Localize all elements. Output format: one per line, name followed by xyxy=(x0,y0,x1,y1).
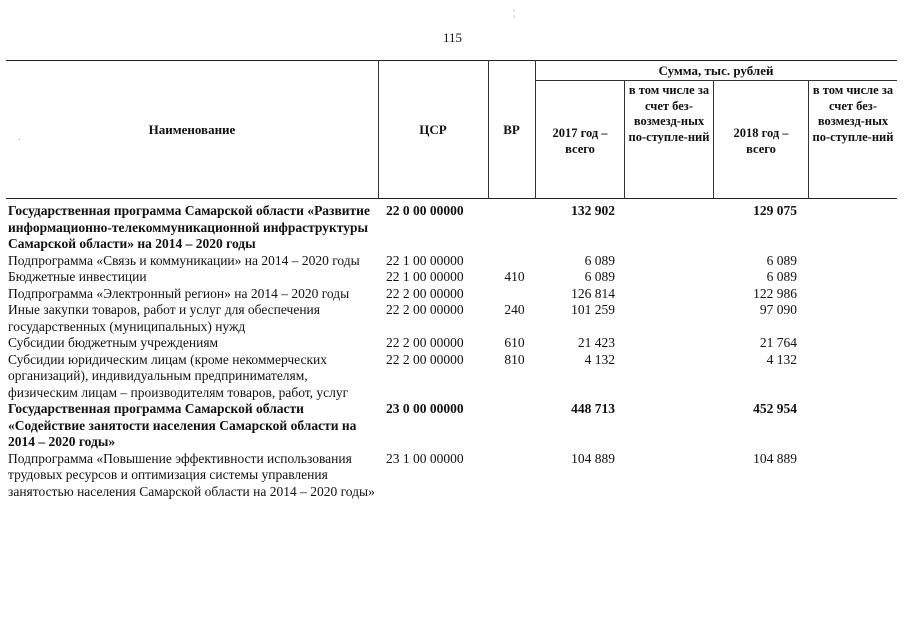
header-vr: ВР xyxy=(503,122,520,137)
row-2017-grants xyxy=(627,302,717,335)
table-row xyxy=(8,352,898,402)
header-sum-group: Сумма, тыс. рублей xyxy=(658,63,774,78)
table-row xyxy=(8,203,898,253)
row-vr: 240 xyxy=(504,302,525,317)
row-2018-total: 4 132 xyxy=(766,351,797,367)
row-2018-total: 21 764 xyxy=(759,335,797,350)
row-2018-grants xyxy=(807,352,887,402)
row-vr xyxy=(492,203,537,253)
row-2017-total: 6 089 xyxy=(584,252,615,268)
row-name: Бюджетные инвестиции xyxy=(8,269,147,284)
row-2018-total: 104 889 xyxy=(753,450,797,466)
table-row xyxy=(8,335,898,352)
row-2017-grants xyxy=(627,269,717,286)
row-name: Иные закупки товаров, работ и услуг для обеспечения государственных (муниципальных) нужд xyxy=(8,302,320,334)
row-csr: 22 1 00 00000 xyxy=(386,252,464,268)
row-name: Государственная программа Самарской области «Содействие занятости населения Самарской области на 2014 – 2020 годы» xyxy=(8,401,357,449)
row-2018-grants xyxy=(807,401,887,451)
row-2017-grants xyxy=(627,451,717,501)
header-2017-grants: в том числе за счет без-возмезд-ных по-ступле-ний xyxy=(628,83,710,144)
row-2017-total: 126 814 xyxy=(571,285,615,301)
row-2017-grants xyxy=(627,335,717,352)
row-2018-total: 122 986 xyxy=(753,285,797,301)
table-row xyxy=(8,451,898,501)
row-2017-grants xyxy=(627,286,717,303)
row-2018-grants xyxy=(807,335,887,352)
table-body xyxy=(8,203,898,500)
row-2017-total: 132 902 xyxy=(571,203,615,218)
row-vr: 410 xyxy=(504,269,525,284)
column-divider xyxy=(624,80,625,199)
row-vr: 610 xyxy=(504,335,525,350)
row-2018-total: 6 089 xyxy=(766,269,797,284)
row-vr xyxy=(492,286,537,303)
header-2017-total: 2017 год – всего xyxy=(552,126,608,156)
row-csr: 22 2 00 00000 xyxy=(386,285,464,301)
row-vr xyxy=(492,451,537,501)
row-csr: 22 1 00 00000 xyxy=(386,269,464,284)
header-csr: ЦСР xyxy=(419,122,447,137)
row-vr xyxy=(492,401,537,451)
row-2017-total: 6 089 xyxy=(584,269,615,284)
row-2017-grants xyxy=(627,352,717,402)
row-name: Субсидии бюджетным учреждениям xyxy=(8,335,219,350)
page-number: 115 xyxy=(442,30,463,45)
table-row xyxy=(8,253,898,270)
row-name: Подпрограмма «Связь и коммуникации» на 2014 – 2020 годы xyxy=(8,252,360,268)
scan-artifact: ¦ xyxy=(513,8,516,19)
row-2018-total: 6 089 xyxy=(766,252,797,268)
row-name: Государственная программа Самарской области «Развитие информационно-телекоммуникационной инфраструктуры Самарской области» на 2014 – 2020 годы xyxy=(8,203,370,251)
row-2017-grants xyxy=(627,253,717,270)
table-row xyxy=(8,286,898,303)
table-header-rule xyxy=(6,198,897,199)
row-csr: 22 2 00 00000 xyxy=(386,351,464,367)
row-vr: 810 xyxy=(504,351,525,367)
row-2017-total: 101 259 xyxy=(571,302,615,317)
row-csr: 23 1 00 00000 xyxy=(386,450,464,466)
row-2018-grants xyxy=(807,203,887,253)
row-2017-grants xyxy=(627,401,717,451)
row-2018-grants xyxy=(807,253,887,270)
table-top-rule xyxy=(6,60,897,61)
row-name: Подпрограмма «Повышение эффективности использования трудовых ресурсов и оптимизация системы управления занятостью населения Самарской области на 2014 – 2020 годы» xyxy=(8,450,375,499)
row-2017-grants xyxy=(627,203,717,253)
header-2018-grants: в том числе за счет без-возмезд-ных по-ступле-ний xyxy=(812,83,894,144)
row-vr xyxy=(492,253,537,270)
table-row xyxy=(8,269,898,286)
header-2018-total: 2018 год – всего xyxy=(733,126,789,156)
table-row xyxy=(8,302,898,335)
row-2017-total: 21 423 xyxy=(577,335,615,350)
row-csr: 22 2 00 00000 xyxy=(386,302,464,317)
row-2018-grants xyxy=(807,269,887,286)
column-divider xyxy=(808,80,809,199)
column-divider xyxy=(713,80,714,199)
row-name: Субсидии юридическим лицам (кроме некоммерческих организаций), индивидуальным предпринимателям, физическим лицам – производителям товаров, работ, услуг xyxy=(8,351,349,400)
row-name: Подпрограмма «Электронный регион» на 2014 – 2020 годы xyxy=(8,285,350,301)
sum-group-rule xyxy=(535,80,897,81)
row-csr: 22 2 00 00000 xyxy=(386,335,464,350)
row-2018-total: 452 954 xyxy=(753,401,797,416)
header-name: Наименование xyxy=(148,122,236,137)
row-2018-grants xyxy=(807,302,887,335)
row-csr: 23 0 00 00000 xyxy=(386,401,464,416)
table-row xyxy=(8,401,898,451)
row-2017-total: 104 889 xyxy=(571,450,615,466)
scan-artifact: . xyxy=(18,132,21,143)
row-2018-total: 97 090 xyxy=(759,302,797,317)
row-2017-total: 4 132 xyxy=(584,351,615,367)
row-2017-total: 448 713 xyxy=(571,401,615,416)
row-2018-grants xyxy=(807,286,887,303)
row-2018-grants xyxy=(807,451,887,501)
row-2018-total: 129 075 xyxy=(753,203,797,218)
row-csr: 22 0 00 00000 xyxy=(386,203,464,218)
